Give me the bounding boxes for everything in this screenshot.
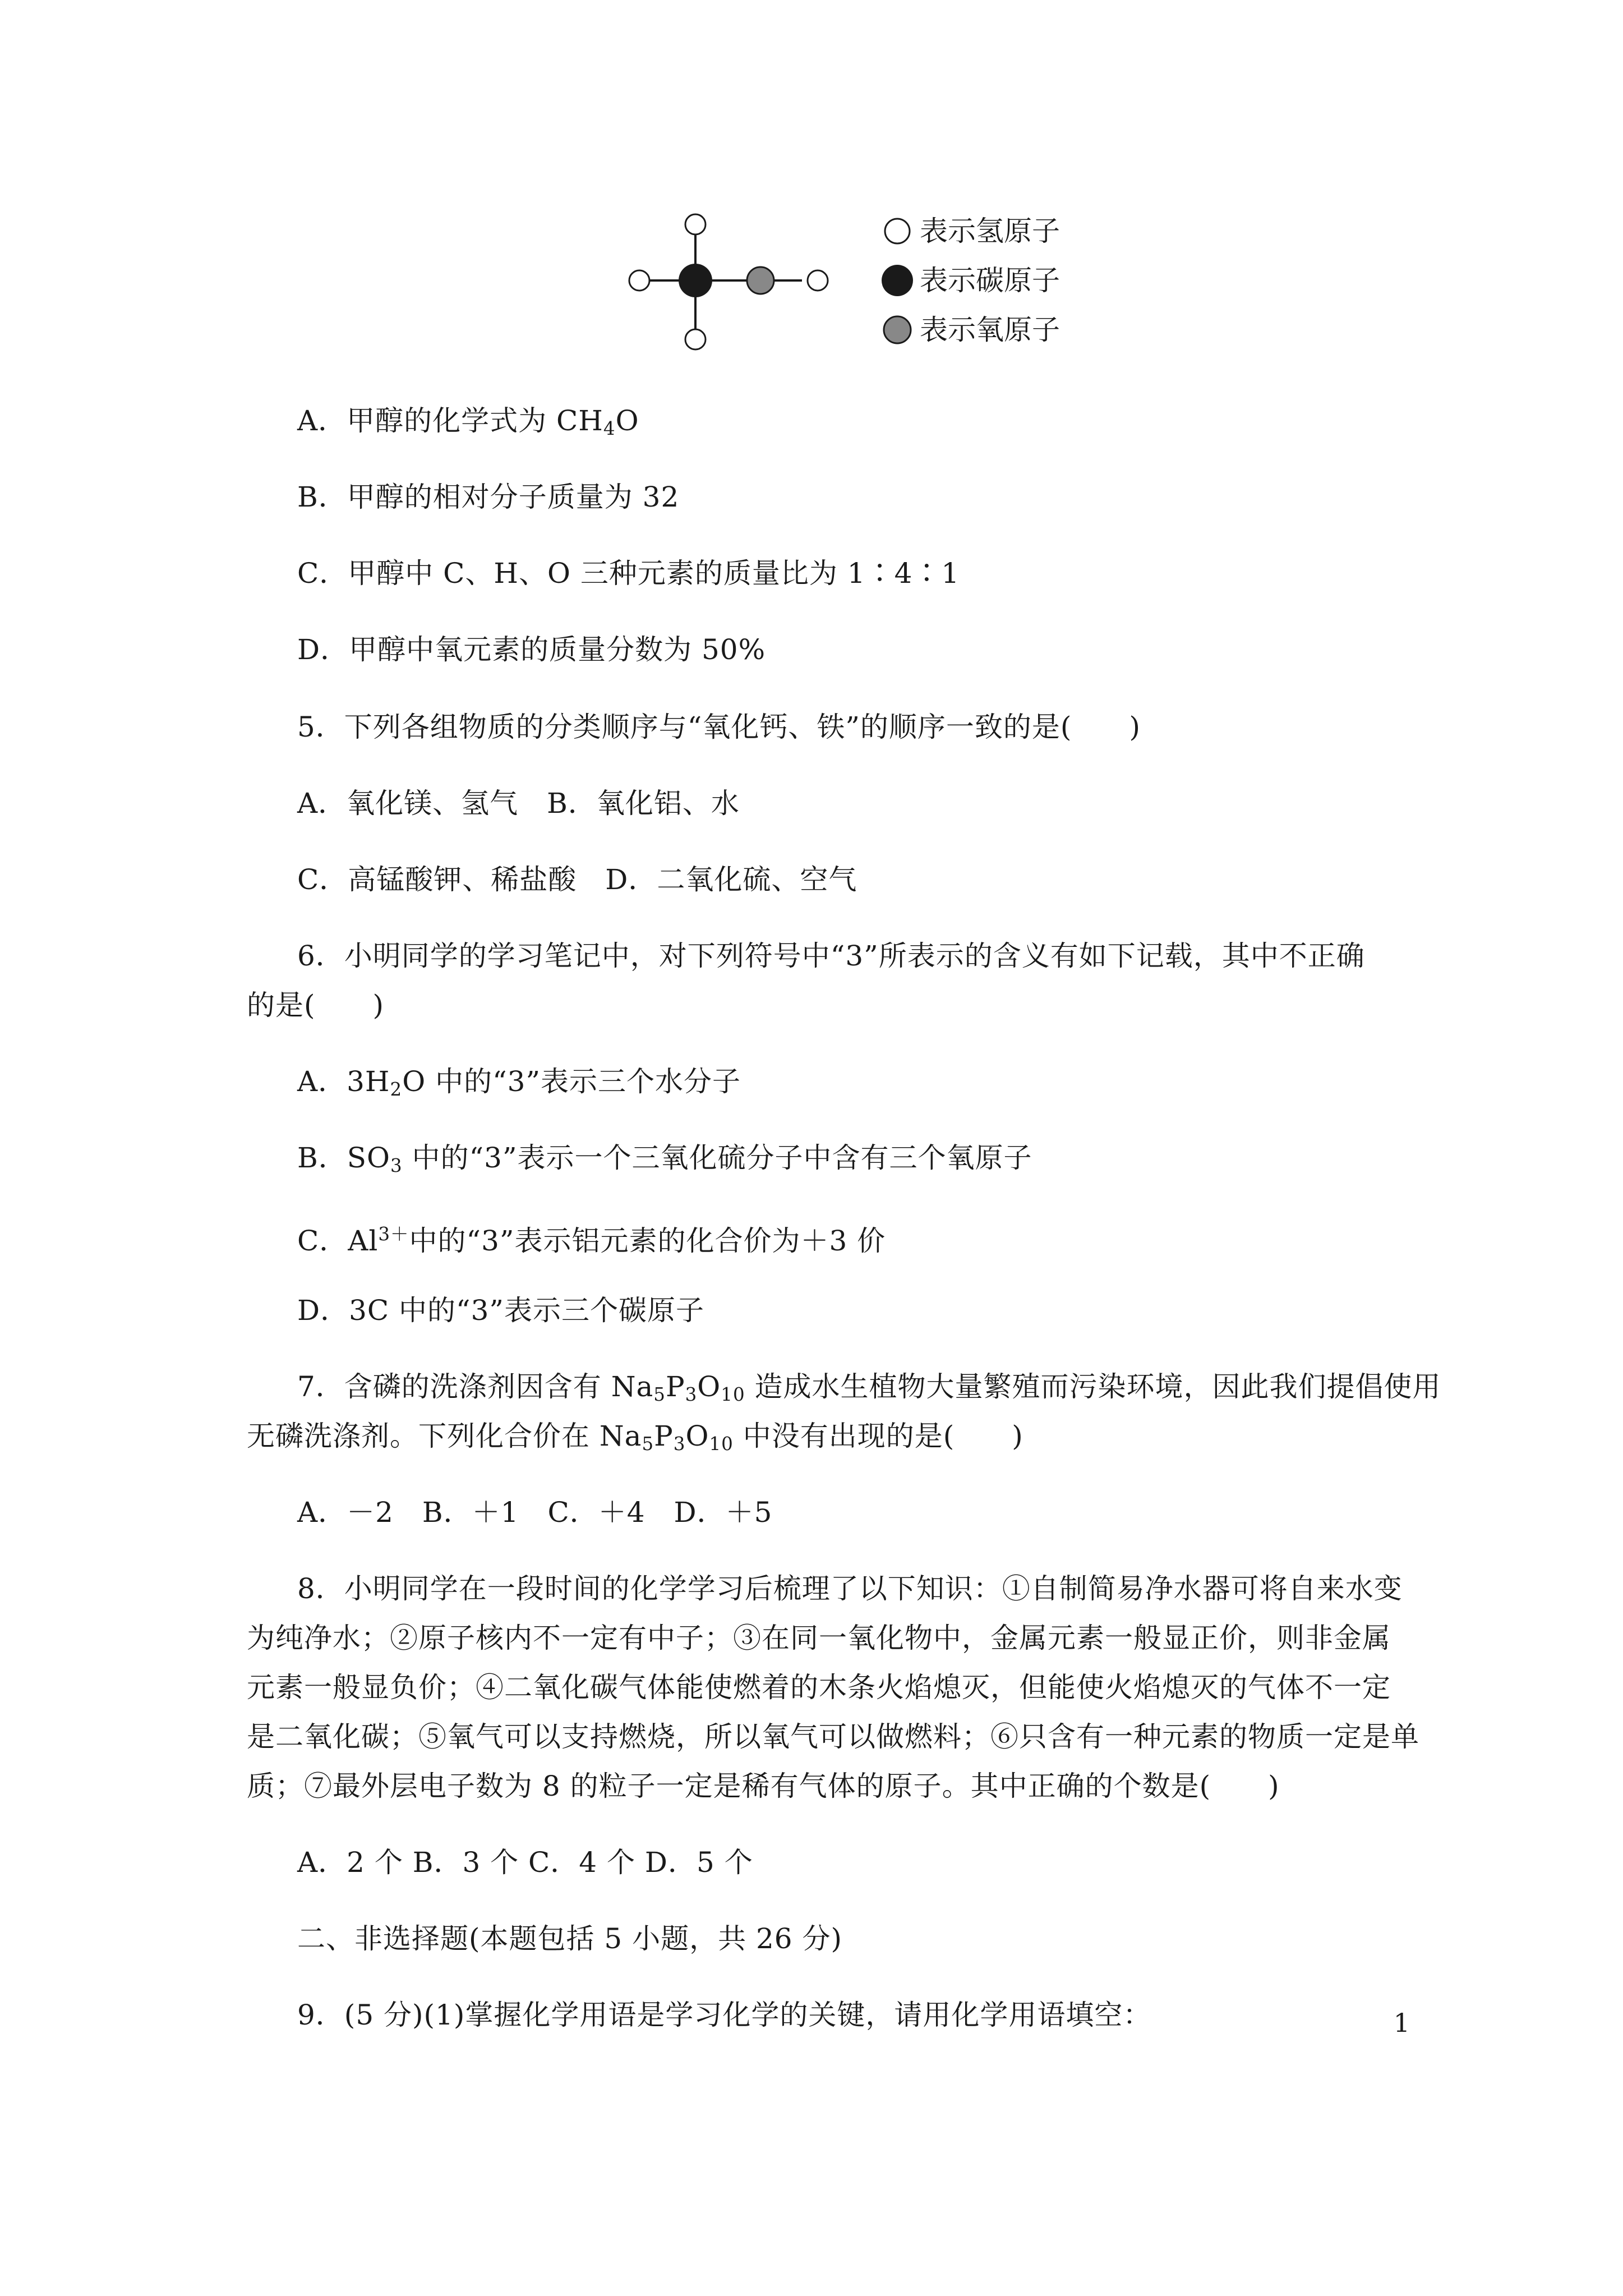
q7-stem-line2: 无磷洗涤剂。下列化合价在 $Na_5P_3O_{10}$ 中没有出现的是( ) [247, 1420, 1023, 1455]
hydrogen-atom-top [685, 214, 706, 234]
q6-option-b: B．$SO_3$ 中的“3”表示一个三氧化硫分子中含有三个氧原子 [297, 1142, 1032, 1177]
q8-options: A．2 个 B．3 个 C．4 个 D．5 个 [297, 1846, 753, 1879]
section-two-heading: 二、非选择题(本题包括 5 小题，共 26 分) [297, 1922, 843, 1955]
q8-line4: 是二氧化碳；⑤氧气可以支持燃烧，所以氧气可以做燃料；⑥只含有一种元素的物质一定是单 [247, 1720, 1419, 1753]
q7-stem-line1: 7．含磷的洗涤剂因含有 $Na_5P_3O_{10}$ 造成水生植物大量繁殖而污染环境，因此我们提倡使用 [297, 1370, 1441, 1406]
q5-options-cd: C．高锰酸钾、稀盐酸 D．二氧化硫、空气 [297, 863, 857, 896]
legend-oxygen-label: 表示氧原子 [920, 314, 1060, 346]
legend-hydrogen-symbol [885, 219, 910, 243]
q4-option-a: A．甲醇的化学式为 $CH_4O$ [297, 404, 639, 440]
carbon-atom [679, 264, 712, 297]
q6-option-a: A．$3H_2O$ 中的“3”表示三个水分子 [297, 1065, 741, 1101]
q8-line2: 为纯净水；②原子核内不一定有中子；③在同一氧化物中，金属元素一般显正价，则非金属 [247, 1622, 1391, 1654]
hydrogen-atom-bottom [685, 329, 706, 349]
q9-stem: 9．(5 分)(1)掌握化学用语是学习化学的关键，请用化学用语填空： [297, 1999, 1152, 2031]
hydrogen-atom-right [808, 270, 828, 291]
q8-line1: 8．小明同学在一段时间的化学学习后梳理了以下知识：①自制简易净水器可将自来水变 [297, 1572, 1403, 1605]
q4-option-d: D．甲醇中氧元素的质量分数为 50% [297, 633, 766, 666]
q6-stem-line1: 6．小明同学的学习笔记中，对下列符号中“3”所表示的含义有如下记载，其中不正确 [297, 940, 1365, 972]
q6-option-d: D．3C 中的“3”表示三个碳原子 [297, 1294, 704, 1327]
q5-options-ab: A．氧化镁、氢气 B．氧化铝、水 [297, 787, 740, 820]
q4-option-c: C．甲醇中 C、H、O 三种元素的质量比为 1∶4∶1 [297, 557, 960, 590]
q7-options: A．－2 B．＋1 C．＋4 D．＋5 [297, 1496, 773, 1529]
q8-line5: 质；⑦最外层电子数为 8 的粒子一定是稀有气体的原子。其中正确的个数是( ) [247, 1770, 1280, 1802]
q5-stem: 5．下列各组物质的分类顺序与“氧化钙、铁”的顺序一致的是( ) [297, 711, 1141, 743]
legend-hydrogen-label: 表示氢原子 [920, 215, 1060, 247]
oxygen-atom [747, 267, 774, 294]
legend-oxygen-symbol [884, 316, 911, 343]
legend-carbon-symbol [882, 265, 913, 296]
page-number: 1 [1393, 2008, 1410, 2038]
q6-option-c: C．$Al^{3+}$中的“3”表示铝元素的化合价为＋3 价 [297, 1223, 886, 1257]
q4-option-b: B．甲醇的相对分子质量为 32 [297, 481, 680, 513]
q6-stem-line2: 的是( ) [247, 989, 385, 1022]
legend-carbon-label: 表示碳原子 [920, 264, 1060, 297]
q8-line3: 元素一般显负价；④二氧化碳气体能使燃着的木条火焰熄灭，但能使火焰熄灭的气体不一定 [247, 1671, 1391, 1704]
hydrogen-atom-left [629, 270, 649, 291]
